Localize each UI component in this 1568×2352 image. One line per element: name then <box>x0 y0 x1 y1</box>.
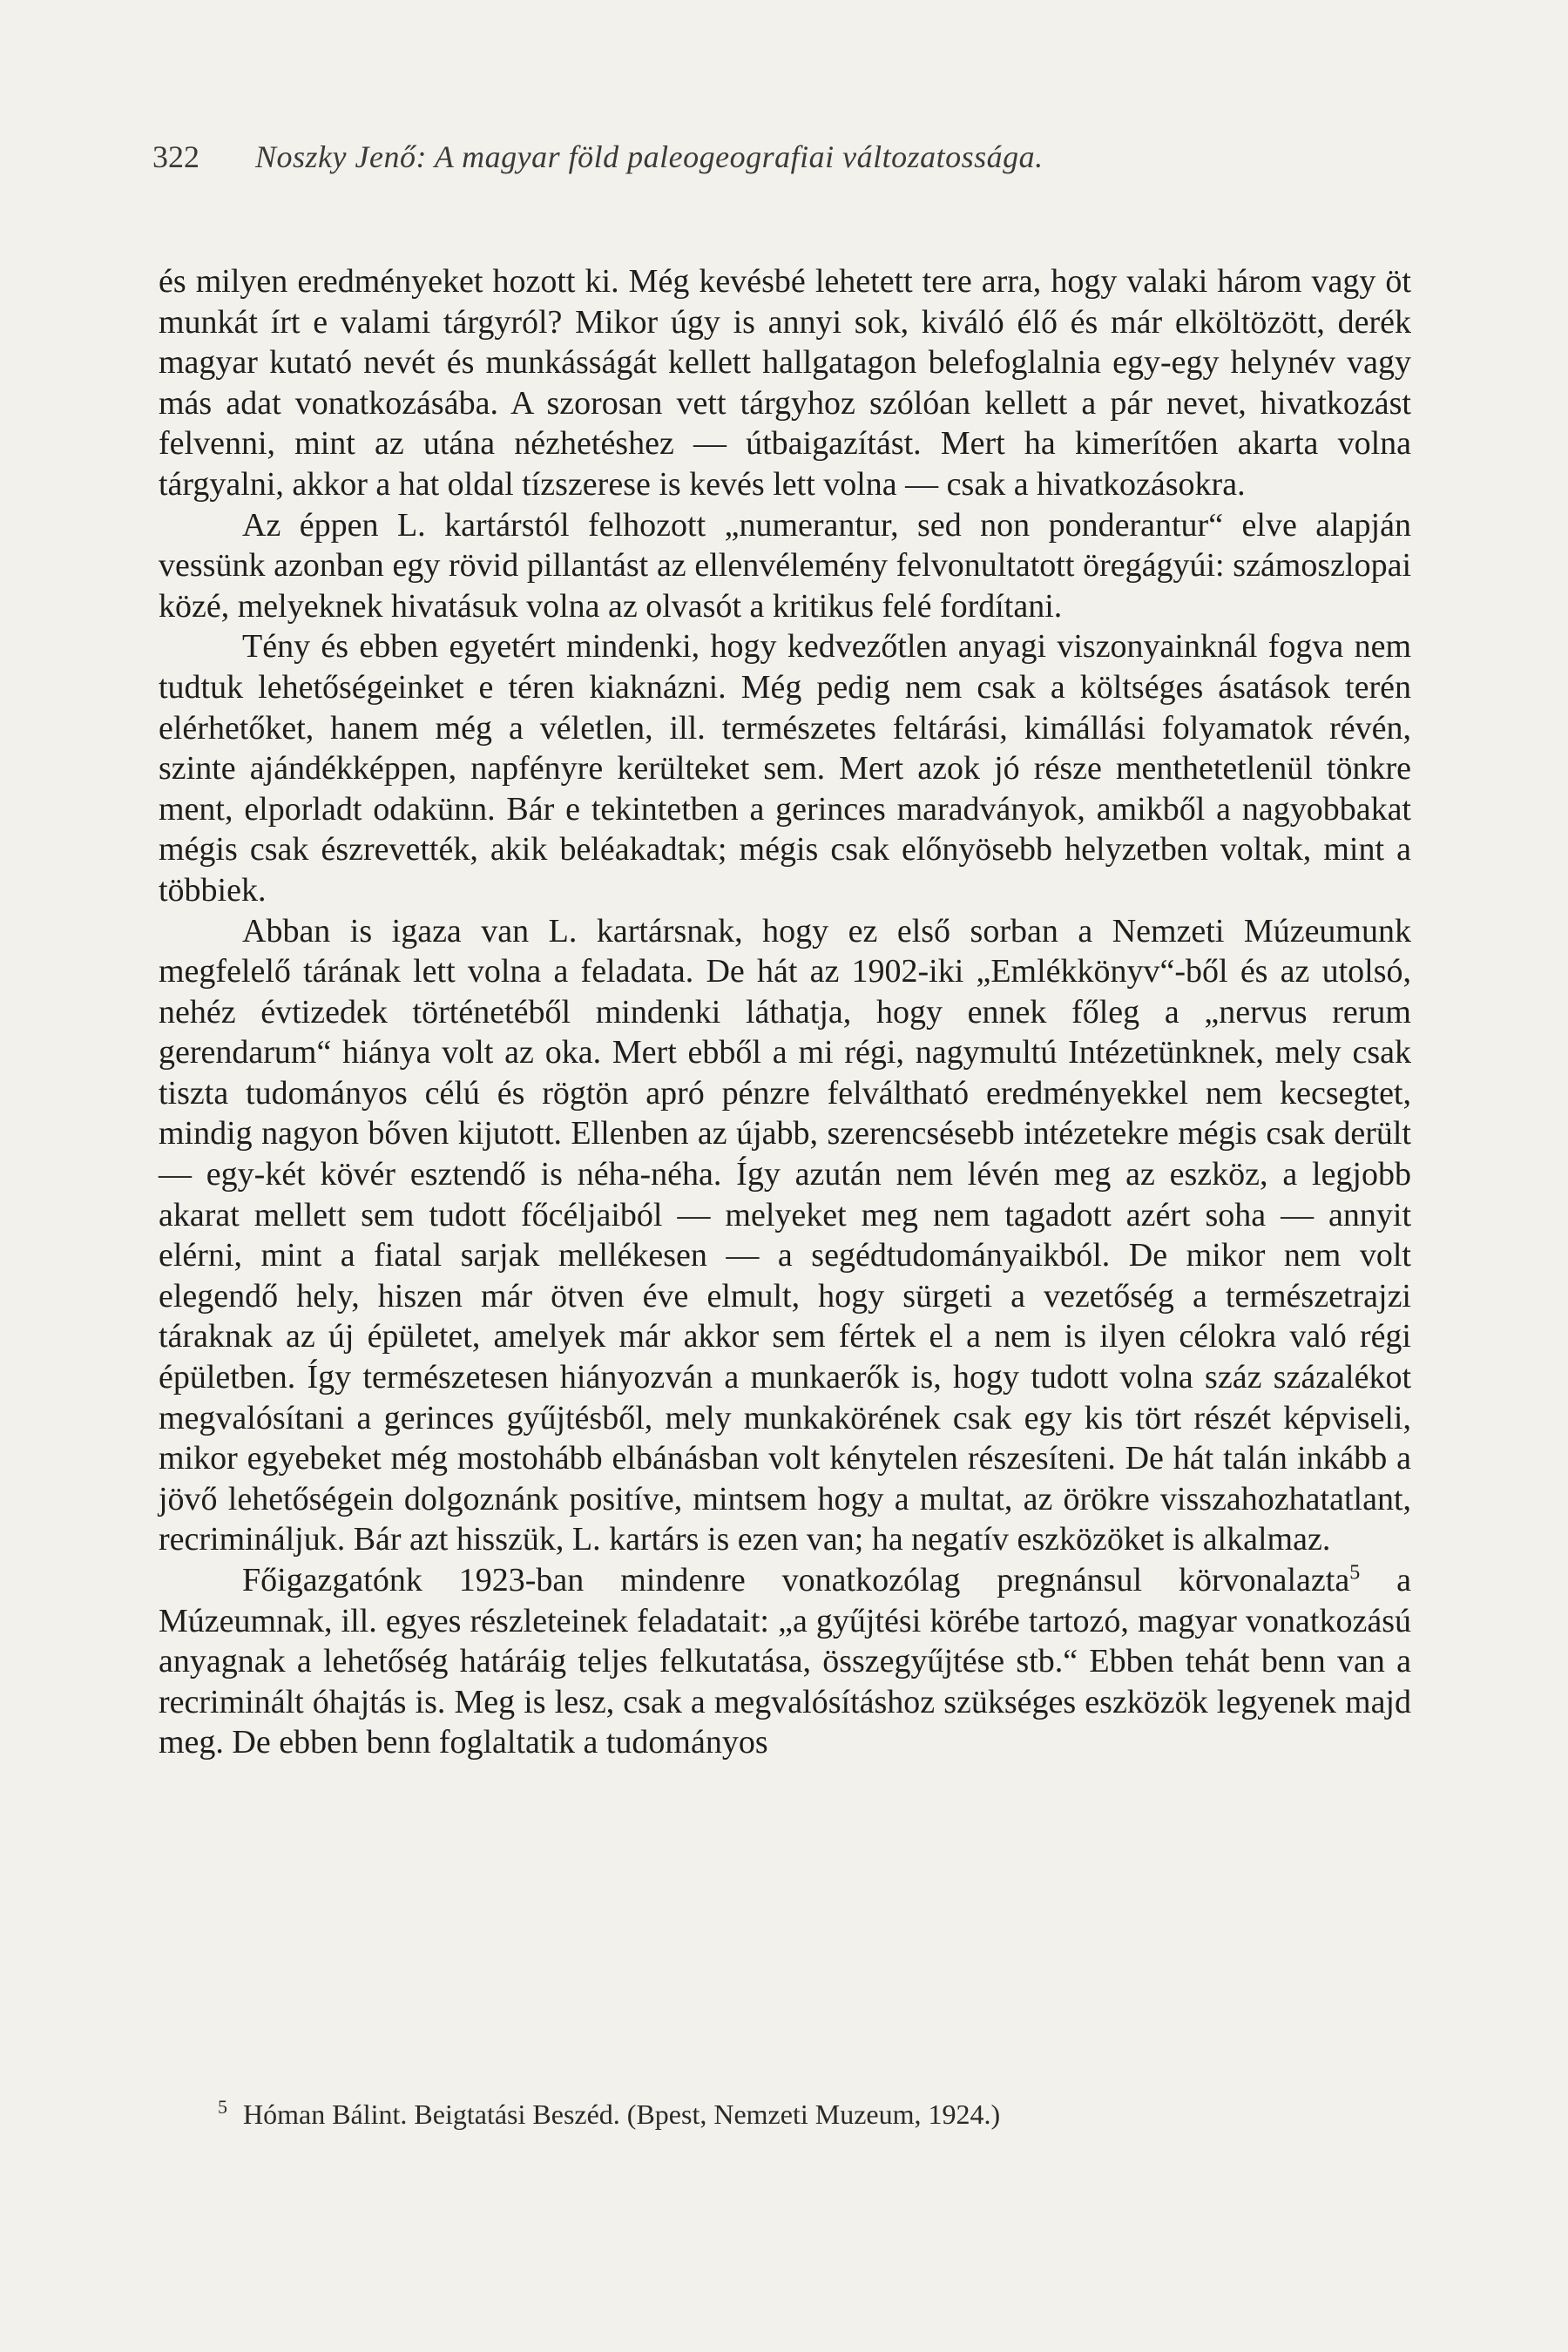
page-number: 322 <box>152 139 199 174</box>
paragraph-3: Tény és ebben egyetért mindenki, hogy kedvezőtlen anyagi viszonyainknál fogva nem tudtuk lehetőségeinket e téren kiaknázni. Még pedig nem csak a költséges ásatások terén elérhetőket, hanem még a véletlen, ill. természetes feltárási, kimállási folyamatok révén, szinte ajándékképpen, napfényre kerülteket sem. Mert azok jó része menthetetlenül tönkre ment, elporladt odakünn. Bár e tekintetben a gerinces maradványok, amikből a nagyobbakat mégis csak észrevették, akik beléakadtak; mégis csak előnyösebb helyzetben voltak, mint a többiek. <box>159 628 1411 909</box>
footnote-text: Hóman Bálint. Beigtatási Beszéd. (Bpest, Nemzeti Muzeum, 1924.) <box>243 2099 1001 2130</box>
paragraph-2: Az éppen L. kartárstól felhozott „numerantur, sed non ponderantur“ elve alapján vessünk azonban egy rövid pillantást az ellenvélemény felvonultatott öregágyúi: számoszlopai közé, melyeknek hivatásuk volna az olvasót a kritikus felé fordítani. <box>159 506 1411 625</box>
paragraph-5: Főigazgatónk 1923-ban mindenre vonatkozólag pregnánsul körvonalazta$^5$ a Múzeumnak, ill. egyes részleteinek feladatait: „a gyűjtési körébe tartozó, magyar vonatkozású anyagnak a lehetőség határáig teljes felkutatása, összegyűjtése stb.“ Ebben tehát benn van a recriminált óhajtás is. Meg is lesz, csak a megvalósításhoz szükséges eszközök legyenek majd meg. De ebben benn foglaltatik a tudományos <box>159 1561 1411 1761</box>
paragraph-1: és milyen eredményeket hozott ki. Még kevésbé lehetett tere arra, hogy valaki három vagy öt munkát írt e valami tárgyról? Mikor úgy is annyi sok, kiváló élő és már elköltözött, derék magyar kutató nevét és munkásságát kellett hallgatagon belefoglalnia egy-egy helynév vagy más adat vonatkozásába. A szorosan vett tárgyhoz szólóan kellett a pár nevet, hivatkozást felvenni, mint az utána nézhetéshez — útbaigazítást. Mert ha kimerítően akarta volna tárgyalni, akkor a hat oldal tízszerese is kevés lett volna — csak a hivatkozásokra. <box>159 263 1411 503</box>
footnote-mark: 5 <box>218 2096 227 2119</box>
paragraph-4: Abban is igaza van L. kartársnak, hogy ez első sorban a Nemzeti Múzeumunk megfelelő tárának lett volna a feladata. De hát az 1902-iki „Emlékkönyv“-ből és az utolsó, nehéz évtizedek történetéből mindenki láthatja, hogy ennek főleg a „nervus rerum gerendarum“ hiánya volt az oka. Mert ebből a mi régi, nagymultú Intézetünknek, mely csak tiszta tudományos célú és rögtön apró pénzre felváltható eredményekkel nem kecsegtet, mindig nagyon bőven kijutott. Ellenben az újabb, szerencsésebb intézetekre mégis csak derült — egy-két kövér esztendő is néha-néha. Így azután nem lévén meg az eszköz, a legjobb akarat mellett sem tudott főcéljaiból — melyeket meg nem tagadott azért soha — annyit elérni, mint a fiatal sarjak mellékesen — a segédtudományaikból. De mikor nem volt elegendő hely, hiszen már ötven éve elmult, hogy sürgeti a vezetőség a természetrajzi táraknak az új épületet, amelyek már akkor sem fértek el a nem is ilyen célokra való régi épületben. Így természetesen hiányozván a munkaerők is, hogy tudott volna száz százalékot megvalósítani a gerinces gyűjtésből, mely munkakörének csak egy kis tört részét képviseli, mikor egyebeket még mostohább elbánásban volt kénytelen részesíteni. De hát talán inkább a jövő lehetőségein dolgoznánk positíve, mintsem hogy a multat, az örökre visszahozhatatlant, recrimináljuk. Bár azt hisszük, L. kartárs is ezen van; ha negatív eszközöket is alkalmaz. <box>159 912 1411 1558</box>
footnote-reference: 5 <box>1349 1561 1361 1585</box>
running-head <box>152 138 1416 176</box>
running-title: Noszky Jenő: A magyar föld paleogeografiai változatossága. <box>255 139 1044 174</box>
body-text <box>159 261 1411 1763</box>
footnote <box>218 2097 1420 2132</box>
